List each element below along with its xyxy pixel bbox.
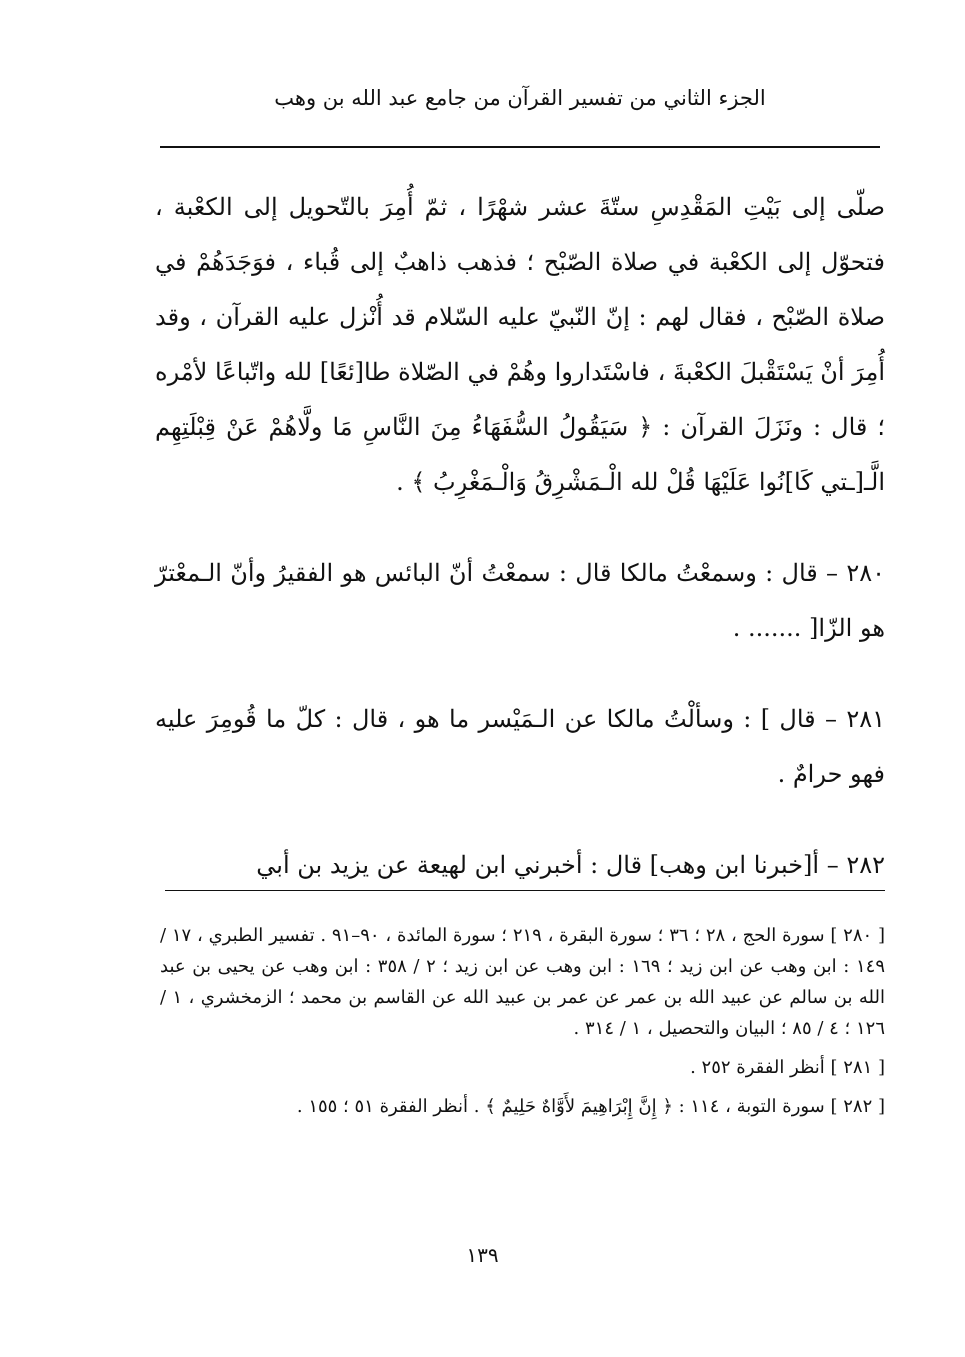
- header-divider: [160, 146, 880, 148]
- footnote-282: [ ٢٨٢ ] سورة التوبة ، ١١٤ : ﴿ إِنَّ إِبْرَاهِيمَ لأَوَّاهٌ حَلِيمٌ ﴾ . أنظر الفقرة ٥١ ؛ ١٥٥ .: [296, 1096, 885, 1117]
- main-text: [155, 180, 885, 893]
- paragraph-continuation: صلّى إلى بَيْتِ المَقْدِسِ ستّةَ عشر شهْرًا ، ثمّ أُمِرَ بالتّحويل إلى الكعْبة ، فتحوّل إلى الكعْبة في صلاة الصّبْح ؛ فذهب ذاهبٌ إلى قُباء ، فوَجَدَهُمْ في صلاة الصّبْح ، فقال لهم : إنّ النّبيّ عليه السّلام قد أُنْزل عليه القرآن ، وقد أُمِرَ أنْ يَسْتَقْبلَ الكعْبةَ ، فاسْتَداروا وهُمْ في الصّلاة طا[ئعًا] لله واتّباعًا لأمْره ؛ قال : ونَزَلَ القرآن : ﴿ سَيَقُولُ السُّفَهَاءُ مِنَ النَّاسِ مَا ولَّاهُمْ عَنْ قِبْلَتِهِم الَّـ[ـتي كَا]نُوا عَلَيْهَا قُلْ لله الْـمَشْرِقُ وَالْـمَغْرِبُ ﴾ .: [155, 193, 885, 496]
- footnote-281: [ ٢٨١ ] أنظر الفقرة ٢٥٢ .: [690, 1057, 885, 1078]
- footnotes: [160, 920, 885, 1130]
- footnote-280: [ ٢٨٠ ] سورة الحج ، ٢٨ ؛ ٣٦ ؛ سورة البقرة ، ٢١٩ ؛ سورة المائدة ، ٩٠–٩١ . تفسير الطبري ، ١٧ / ١٤٩ : ابن وهب عن ابن زيد ؛ ١٦٩ : ابن وهب عن ابن زيد ؛ ٢ / ٣٥٨ : ابن وهب عن يحيى بن عبد الله بن سالم عن عبيد الله بن عمر عن عمر بن عبيد الله عن القاسم بن محمد ؛ الزمخشري ، ١ / ١٢٦ ؛ ٤ / ٨٥ ؛ البيان والتحصيل ، ١ / ٣١٤ .: [160, 925, 885, 1039]
- paragraph-280: ٢٨٠ – قال : وسمعْتُ مالكا قال : سمعْتُ أنّ البائس هو الفقيرُ وأنّ الـمعْترّ هو الزّا[ ....... .: [155, 559, 885, 642]
- paragraph-282: ٢٨٢ – أ[خبرنا ابن وهب] قال : أخبرني ابن لهيعة عن يزيد بن أبي: [256, 851, 885, 879]
- running-header: [160, 78, 880, 118]
- page-number: ١٣٩: [466, 1243, 499, 1267]
- paragraph-281: ٢٨١ – قال ] : وسألْتُ مالكا عن الـمَيْسر ما هو ، قال : كلّ ما قُومِرَ عليه فهو حرامٌ .: [155, 705, 885, 788]
- header-title: الجزء الثاني من تفسير القرآن من جامع عبد الله بن وهب: [274, 86, 766, 110]
- footnote-divider: [165, 890, 885, 891]
